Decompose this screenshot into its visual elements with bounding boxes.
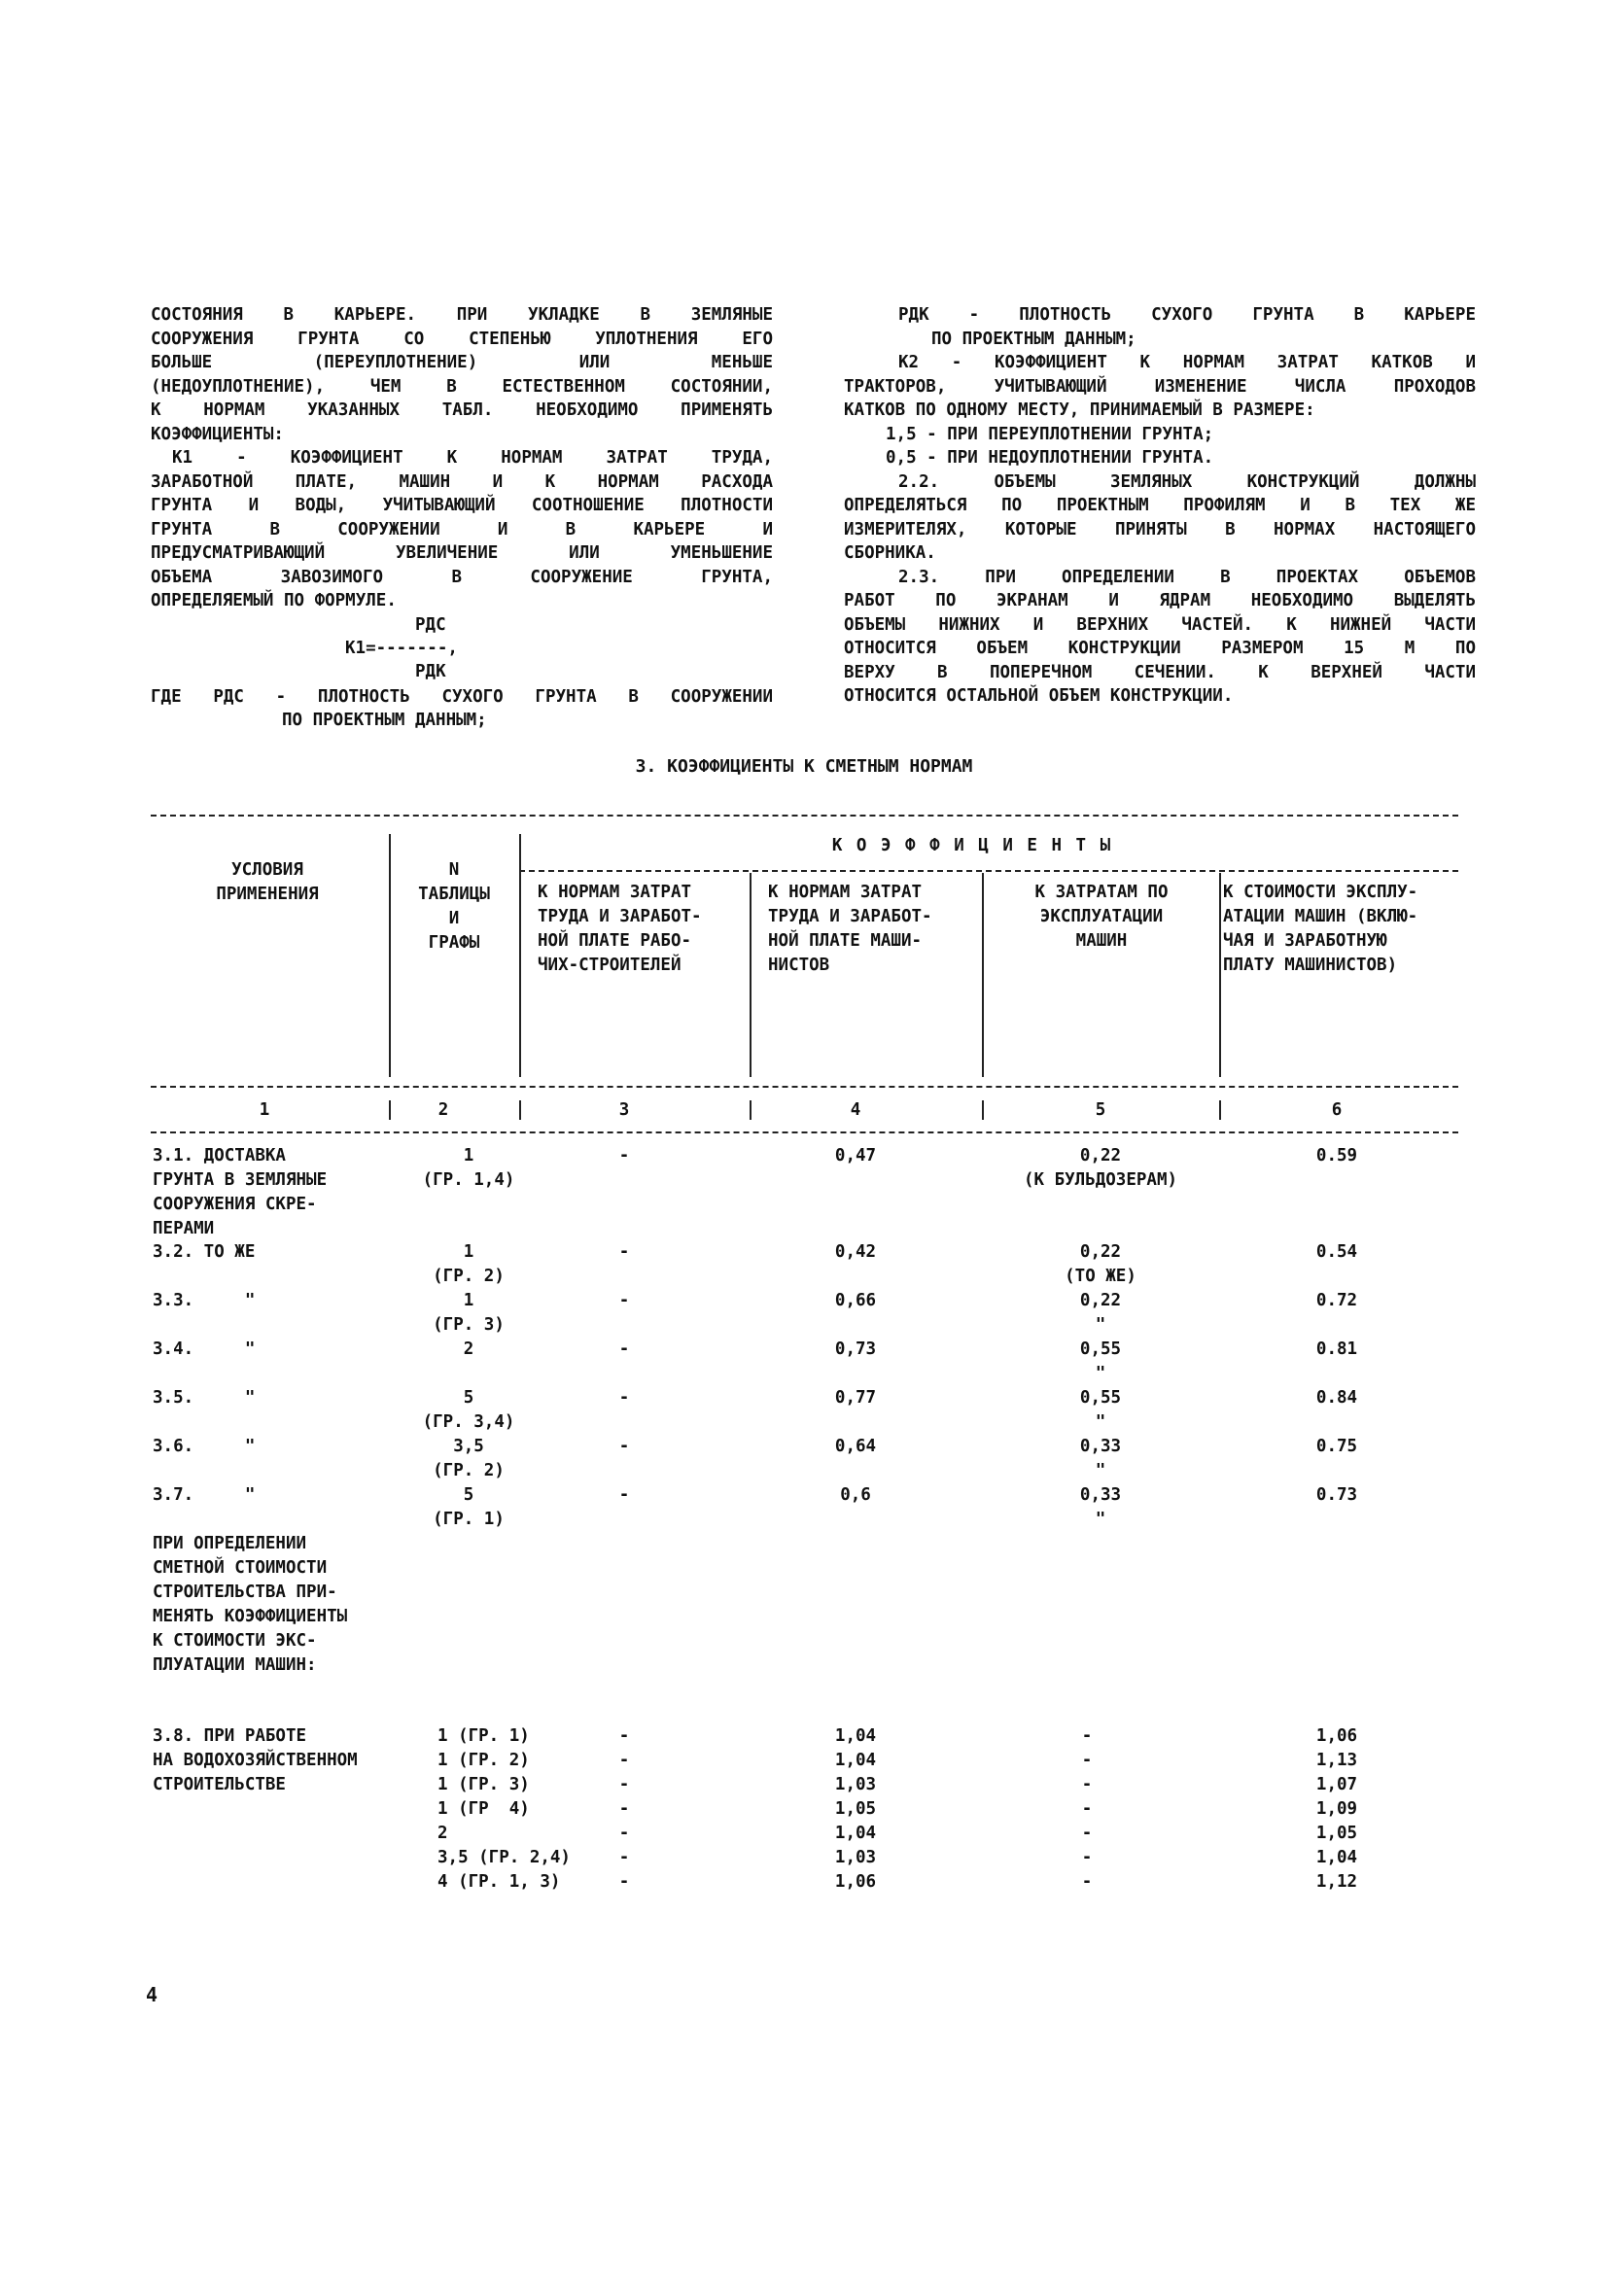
formula-numerator: РДС <box>415 614 446 635</box>
table-row-machine-cost: 0.73 <box>1315 1485 1358 1505</box>
section-2-2-line: СБОРНИКА. <box>844 543 936 563</box>
section-2-3-line: ОБЪЕМЫ НИЖНИХ И ВЕРХНИХ ЧАСТЕЙ. К НИЖНЕЙ ЧАСТИ <box>844 614 1476 635</box>
k2-line: КАТКОВ ПО ОДНОМУ МЕСТУ, ПРИНИМАЕМЫЙ В РАЗМЕРЕ: <box>844 400 1315 420</box>
row-3-8-machine-operation: - <box>1081 1824 1093 1843</box>
table-row-machine-operation: 0,22 (К БУЛЬДОЗЕРАМ) <box>1023 1146 1178 1190</box>
col-divider <box>750 1100 752 1120</box>
row-3-8-machine-cost: 1,07 <box>1315 1775 1358 1794</box>
row-3-8-workers: - <box>618 1848 630 1867</box>
where-line-2: ПО ПРОЕКТНЫМ ДАННЫМ; <box>282 711 487 730</box>
row-3-8-machine-operation: - <box>1081 1872 1093 1892</box>
row-3-8-workers: - <box>618 1824 630 1843</box>
k1-paragraph <box>151 446 773 613</box>
intro-line: СОСТОЯНИЯ В КАРЬЕРЕ. ПРИ УКЛАДКЕ В ЗЕМЛЯНЫЕ <box>151 305 773 325</box>
table-row-machinists: 0,6 <box>840 1485 871 1505</box>
page-number: 4 <box>146 1983 158 2006</box>
header-machinists: К НОРМАМ ЗАТРАТ ТРУДА И ЗАРАБОТ- НОЙ ПЛАТЕ МАШИ- НИСТОВ <box>768 883 932 975</box>
section-2-3-line: ОТНОСИТСЯ ОСТАЛЬНОЙ ОБЪЕМ КОНСТРУКЦИИ. <box>844 686 1234 706</box>
row-3-8-condition: 3.8. ПРИ РАБОТЕ НА ВОДОХОЗЯЙСТВЕННОМ СТРОИТЕЛЬСТВЕ <box>153 1726 358 1794</box>
k2-line: ТРАКТОРОВ, УЧИТЫВАЮЩИЙ ИЗМЕНЕНИЕ ЧИСЛА ПРОХОДОВ <box>844 376 1476 397</box>
k1-line: К1 - КОЭФФИЦИЕНТ К НОРМАМ ЗАТРАТ ТРУДА, <box>172 448 773 468</box>
col-divider <box>519 1100 521 1120</box>
table-row-machine-operation: 0,55 " <box>1079 1339 1122 1383</box>
row-3-8-workers: - <box>618 1751 630 1770</box>
right-column <box>844 303 1476 709</box>
note-text: ПРИ ОПРЕДЕЛЕНИИ СМЕТНОЙ СТОИМОСТИ СТРОИТЕЛЬСТВА ПРИ- МЕНЯТЬ КОЭФФИЦИЕНТЫ К СТОИМОСТИ ЭКС- ПЛУАТАЦИИ МАШИН: <box>153 1534 348 1675</box>
table-row-condition: 3.6. " <box>153 1437 256 1456</box>
section-2-3-line: ВЕРХУ В ПОПЕРЕЧНОМ СЕЧЕНИИ. К ВЕРХНЕЙ ЧАСТИ <box>844 662 1476 682</box>
intro-line: БОЛЬШЕ (ПЕРЕУПЛОТНЕНИЕ) ИЛИ МЕНЬШЕ <box>151 353 773 372</box>
row-3-8-workers: - <box>618 1872 630 1892</box>
table-row-condition: 3.2. ТО ЖЕ <box>153 1242 256 1262</box>
table-row-machine-operation: 0,22 (ТО ЖЕ) <box>1065 1242 1136 1286</box>
table-row-machine-cost: 0.84 <box>1315 1388 1358 1408</box>
row-3-8-machinists: 1,03 <box>834 1848 877 1867</box>
header-bottom-rule <box>151 1086 1458 1088</box>
row-3-8-table-ref: 1 (ГР. 1) <box>437 1726 530 1746</box>
intro-line: КОЭФФИЦИЕНТЫ: <box>151 424 284 444</box>
header-workers: К НОРМАМ ЗАТРАТ ТРУДА И ЗАРАБОТ- НОЙ ПЛАТЕ РАБО- ЧИХ-СТРОИТЕЛЕЙ <box>538 883 702 975</box>
table-row-workers: - <box>618 1146 630 1165</box>
header-table-number: N ТАБЛИЦЫ И ГРАФЫ <box>418 860 490 953</box>
table-row-table-ref: 1 (ГР. 2) <box>433 1242 505 1286</box>
k2-paragraph <box>844 351 1476 423</box>
row-3-8-machine-operation: - <box>1081 1799 1093 1819</box>
table-row-machine-operation: 0,22 " <box>1079 1291 1122 1335</box>
row-3-8-table-ref: 1 (ГР. 3) <box>437 1775 530 1794</box>
row-3-8-machinists: 1,04 <box>834 1751 877 1770</box>
table-row-machine-cost: 0.72 <box>1315 1291 1358 1310</box>
section-2-3-line: РАБОТ ПО ЭКРАНАМ И ЯДРАМ НЕОБХОДИМО ВЫДЕЛЯТЬ <box>844 591 1476 610</box>
row-3-8-workers: - <box>618 1726 630 1746</box>
rdk-line-1: РДК - ПЛОТНОСТЬ СУХОГО ГРУНТА В КАРЬЕРЕ <box>898 305 1476 325</box>
col-number: 2 <box>437 1100 449 1120</box>
section-2-2-paragraph <box>844 470 1476 566</box>
k1-line: ОПРЕДЕЛЯЕМЫЙ ПО ФОРМУЛЕ. <box>151 591 397 610</box>
row-3-8-machinists: 1,05 <box>834 1799 877 1819</box>
intro-line: СООРУЖЕНИЯ ГРУНТА СО СТЕПЕНЬЮ УПЛОТНЕНИЯ ЕГО <box>151 329 773 349</box>
section-2-2-line: ОПРЕДЕЛЯТЬСЯ ПО ПРОЕКТНЫМ ПРОФИЛЯМ И В ТЕХ ЖЕ <box>844 496 1476 515</box>
table-row-workers: - <box>618 1242 630 1262</box>
header-machine-cost: К СТОИМОСТИ ЭКСПЛУ- АТАЦИИ МАШИН (ВКЛЮ- ЧАЯ И ЗАРАБОТНУЮ ПЛАТУ МАШИНИСТОВ) <box>1223 883 1418 975</box>
k1-line: ЗАРАБОТНОЙ ПЛАТЕ, МАШИН И К НОРМАМ РАСХОДА <box>151 471 773 492</box>
col-number: 3 <box>618 1100 630 1120</box>
section-2-3-paragraph <box>844 566 1476 709</box>
table-row-machine-cost: 0.54 <box>1315 1242 1358 1262</box>
table-row-machine-cost: 0.59 <box>1315 1146 1358 1165</box>
section-2-3-line: 2.3. ПРИ ОПРЕДЕЛЕНИИ В ПРОЕКТАХ ОБЪЕМОВ <box>898 567 1476 587</box>
row-3-8-machinists: 1,03 <box>834 1775 877 1794</box>
k2-line: К2 - КОЭФФИЦИЕНТ К НОРМАМ ЗАТРАТ КАТКОВ И <box>898 353 1476 372</box>
section-2-3-line: ОТНОСИТСЯ ОБЪЕМ КОНСТРУКЦИИ РАЗМЕРОМ 15 М ПО <box>844 639 1476 658</box>
row-3-8-machinists: 1,04 <box>834 1726 877 1746</box>
table-row-table-ref: 5 (ГР. 3,4) <box>422 1388 515 1432</box>
table-row-table-ref: 5 (ГР. 1) <box>433 1485 505 1529</box>
row-3-8-machine-operation: - <box>1081 1726 1093 1746</box>
col-number: 4 <box>850 1100 861 1120</box>
table-row-machine-operation: 0,33 " <box>1079 1485 1122 1529</box>
header-machine-operation: К ЗАТРАТАМ ПО ЭКСПЛУАТАЦИИ МАШИН <box>1034 883 1169 951</box>
col-number: 1 <box>259 1100 270 1120</box>
section-2-2-line: 2.2. ОБЪЕМЫ ЗЕМЛЯНЫХ КОНСТРУКЦИЙ ДОЛЖНЫ <box>898 471 1476 492</box>
table-row-machinists: 0,47 <box>834 1146 877 1165</box>
section-title: 3. КОЭФФИЦИЕНТЫ К СМЕТНЫМ НОРМАМ <box>635 756 973 777</box>
table-row-machine-cost: 0.81 <box>1315 1339 1358 1359</box>
k1-formula <box>151 613 773 685</box>
table-row-workers: - <box>618 1437 630 1456</box>
col-divider <box>1219 1100 1221 1120</box>
row-3-8-machine-cost: 1,13 <box>1315 1751 1358 1770</box>
row-3-8-workers: - <box>618 1799 630 1819</box>
formula-denominator: РДК <box>415 661 446 681</box>
rdk-line-2: ПО ПРОЕКТНЫМ ДАННЫМ; <box>931 329 1136 349</box>
row-3-8-machine-cost: 1,12 <box>1315 1872 1358 1892</box>
table-row-table-ref: 2 <box>463 1339 474 1359</box>
table-row-machine-cost: 0.75 <box>1315 1437 1358 1456</box>
formula-lhs: К1=-------, <box>345 638 458 658</box>
row-3-8-workers: - <box>618 1775 630 1794</box>
table-row-table-ref: 1 (ГР. 1,4) <box>422 1146 515 1190</box>
numbers-bottom-rule <box>151 1131 1458 1133</box>
row-3-8-table-ref: 3,5 (ГР. 2,4) <box>437 1848 571 1867</box>
table-row-machine-operation: 0,55 " <box>1079 1388 1122 1432</box>
row-3-8-machine-cost: 1,05 <box>1315 1824 1358 1843</box>
row-3-8-table-ref: 2 <box>437 1824 448 1843</box>
table-row-workers: - <box>618 1339 630 1359</box>
col-number: 6 <box>1331 1100 1343 1120</box>
col-number: 5 <box>1095 1100 1106 1120</box>
table-row-machinists: 0,64 <box>834 1437 877 1456</box>
k1-line: ПРЕДУСМАТРИВАЮЩИЙ УВЕЛИЧЕНИЕ ИЛИ УМЕНЬШЕНИЕ <box>151 543 773 563</box>
table-row-table-ref: 1 (ГР. 3) <box>433 1291 505 1335</box>
row-3-8-table-ref: 4 (ГР. 1, 3) <box>437 1872 561 1892</box>
col-divider <box>982 1100 984 1120</box>
table-row-machine-operation: 0,33 " <box>1079 1437 1122 1480</box>
row-3-8-machine-cost: 1,09 <box>1315 1799 1358 1819</box>
row-3-8-machinists: 1,06 <box>834 1872 877 1892</box>
col-divider <box>750 873 752 1077</box>
section-2-2-line: ИЗМЕРИТЕЛЯХ, КОТОРЫЕ ПРИНЯТЫ В НОРМАХ НАСТОЯЩЕГО <box>844 519 1476 539</box>
col-divider <box>982 873 984 1077</box>
col-divider <box>1219 873 1221 1077</box>
table-row-workers: - <box>618 1291 630 1310</box>
table-row-workers: - <box>618 1388 630 1408</box>
table-row-condition: 3.3. " <box>153 1291 256 1310</box>
k1-line: ОБЪЕМА ЗАВОЗИМОГО В СООРУЖЕНИЕ ГРУНТА, <box>151 567 773 587</box>
table-row-condition: 3.1. ДОСТАВКА ГРУНТА В ЗЕМЛЯНЫЕ СООРУЖЕНИЯ СКРЕ- ПЕРАМИ <box>153 1146 328 1238</box>
row-3-8-machine-operation: - <box>1081 1848 1093 1867</box>
table-row-machinists: 0,42 <box>834 1242 877 1262</box>
row-3-8-machine-cost: 1,06 <box>1315 1726 1358 1746</box>
table-row-workers: - <box>618 1485 630 1505</box>
row-3-8-machinists: 1,04 <box>834 1824 877 1843</box>
table-row-condition: 3.4. " <box>153 1339 256 1359</box>
where-line-1: ГДЕ РДС - ПЛОТНОСТЬ СУХОГО ГРУНТА В СООРУЖЕНИИ <box>151 686 773 707</box>
k2-option-2: 0,5 - ПРИ НЕДОУПЛОТНЕНИИ ГРУНТА. <box>886 448 1214 468</box>
intro-paragraph <box>151 303 773 446</box>
table-top-rule <box>151 815 1458 817</box>
col-divider <box>389 834 391 1077</box>
intro-line: (НЕДОУПЛОТНЕНИЕ), ЧЕМ В ЕСТЕСТВЕННОМ СОСТОЯНИИ, <box>151 376 773 397</box>
table-row-machinists: 0,77 <box>834 1388 877 1408</box>
table-row-machinists: 0,66 <box>834 1291 877 1310</box>
k1-line: ГРУНТА В СООРУЖЕНИИ И В КАРЬЕРЕ И <box>151 519 773 539</box>
coefficients-group-header: К О Э Ф Ф И Ц И Е Н Т Ы <box>831 836 1113 855</box>
intro-line: К НОРМАМ УКАЗАННЫХ ТАБЛ. НЕОБХОДИМО ПРИМЕНЯТЬ <box>151 400 773 420</box>
row-3-8-machine-operation: - <box>1081 1775 1093 1794</box>
row-3-8-table-ref: 1 (ГР 4) <box>437 1799 530 1819</box>
row-3-8-table-ref: 1 (ГР. 2) <box>437 1751 530 1770</box>
left-column <box>151 303 773 733</box>
row-3-8-machine-operation: - <box>1081 1751 1093 1770</box>
k1-line: ГРУНТА И ВОДЫ, УЧИТЫВАЮЩИЙ СООТНОШЕНИЕ ПЛОТНОСТИ <box>151 496 773 515</box>
table-row-condition: 3.7. " <box>153 1485 256 1505</box>
row-3-8-machine-cost: 1,04 <box>1315 1848 1358 1867</box>
group-header-rule <box>519 870 1458 872</box>
header-conditions: УСЛОВИЯ ПРИМЕНЕНИЯ <box>216 860 319 904</box>
table-row-condition: 3.5. " <box>153 1388 256 1408</box>
table-row-table-ref: 3,5 (ГР. 2) <box>433 1437 505 1480</box>
k2-option-1: 1,5 - ПРИ ПЕРЕУПЛОТНЕНИИ ГРУНТА; <box>886 424 1214 444</box>
table-row-machinists: 0,73 <box>834 1339 877 1359</box>
col-divider <box>389 1100 391 1120</box>
